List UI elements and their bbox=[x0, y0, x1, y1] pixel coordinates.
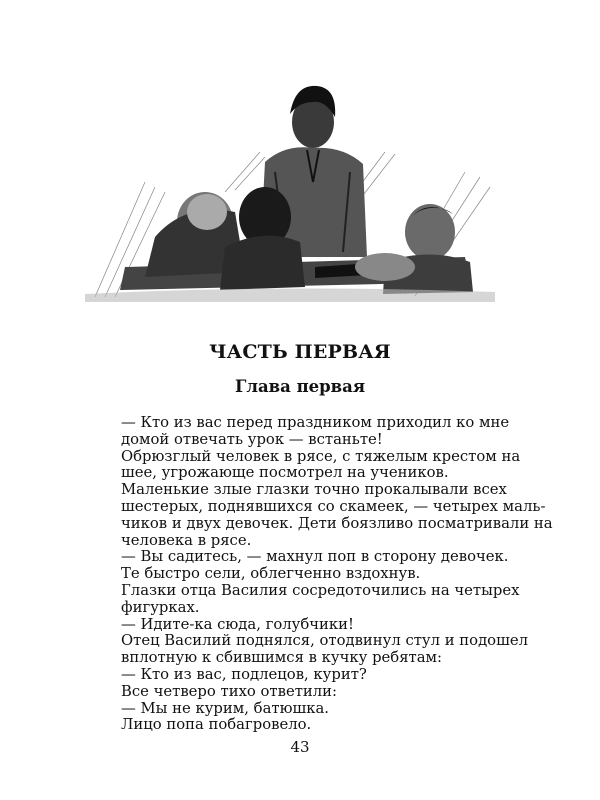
paragraph bbox=[121, 481, 553, 549]
text-line: вплотную к сбившимся в кучку ребятам: bbox=[121, 649, 443, 667]
text-line: чиков и двух девочек. Дети боязливо посматривали на bbox=[121, 514, 553, 532]
text-line: Лицо попа побагровело. bbox=[121, 716, 312, 734]
paragraph bbox=[121, 566, 481, 583]
paragraph bbox=[121, 717, 481, 734]
classroom-illustration-icon bbox=[85, 62, 495, 302]
paragraph bbox=[121, 414, 510, 449]
paragraph bbox=[121, 632, 529, 667]
text-line: Обрюзглый человек в рясе, с тяжелым крестом на bbox=[121, 447, 521, 465]
text-line: домой отвечать урок — встаньте! bbox=[121, 430, 383, 448]
text-line: — Вы садитесь, — махнул поп в сторону девочек. bbox=[121, 548, 509, 566]
paragraph bbox=[121, 617, 481, 634]
chapter-title: Глава первая bbox=[234, 377, 366, 396]
text-line: человека в рясе. bbox=[121, 531, 252, 549]
paragraph bbox=[121, 447, 521, 483]
text-line: — Кто из вас, подлецов, курит? bbox=[121, 665, 367, 683]
text-line: — Идите-ка сюда, голубчики! bbox=[121, 615, 354, 633]
text-line: Глазки отца Василия сосредоточились на четырех bbox=[121, 581, 520, 599]
paragraph bbox=[121, 701, 481, 718]
body-text bbox=[121, 414, 553, 734]
page-number: 43 bbox=[290, 738, 310, 756]
text-line: — Мы не курим, батюшка. bbox=[121, 699, 329, 717]
text-line: шестерых, поднявшихся со скамеек, — четырех маль- bbox=[121, 497, 546, 515]
paragraph bbox=[121, 667, 481, 684]
paragraph bbox=[121, 684, 481, 701]
text-line: фигурках. bbox=[121, 598, 200, 616]
text-line: Отец Василий поднялся, отодвинул стул и подошел bbox=[121, 632, 529, 650]
text-line: — Кто из вас перед праздником приходил ко мне bbox=[121, 414, 510, 431]
paragraph bbox=[121, 581, 520, 617]
text-line: Те быстро сели, облегченно вздохнув. bbox=[121, 565, 421, 583]
paragraph bbox=[121, 548, 509, 566]
text-line: Маленькие злые глазки точно прокалывали всех bbox=[121, 481, 507, 499]
text-line: Все четверо тихо ответили: bbox=[121, 682, 337, 700]
text-line: шее, угрожающе посмотрел на учеников. bbox=[121, 464, 449, 482]
part-title: ЧАСТЬ ПЕРВАЯ bbox=[209, 341, 391, 363]
